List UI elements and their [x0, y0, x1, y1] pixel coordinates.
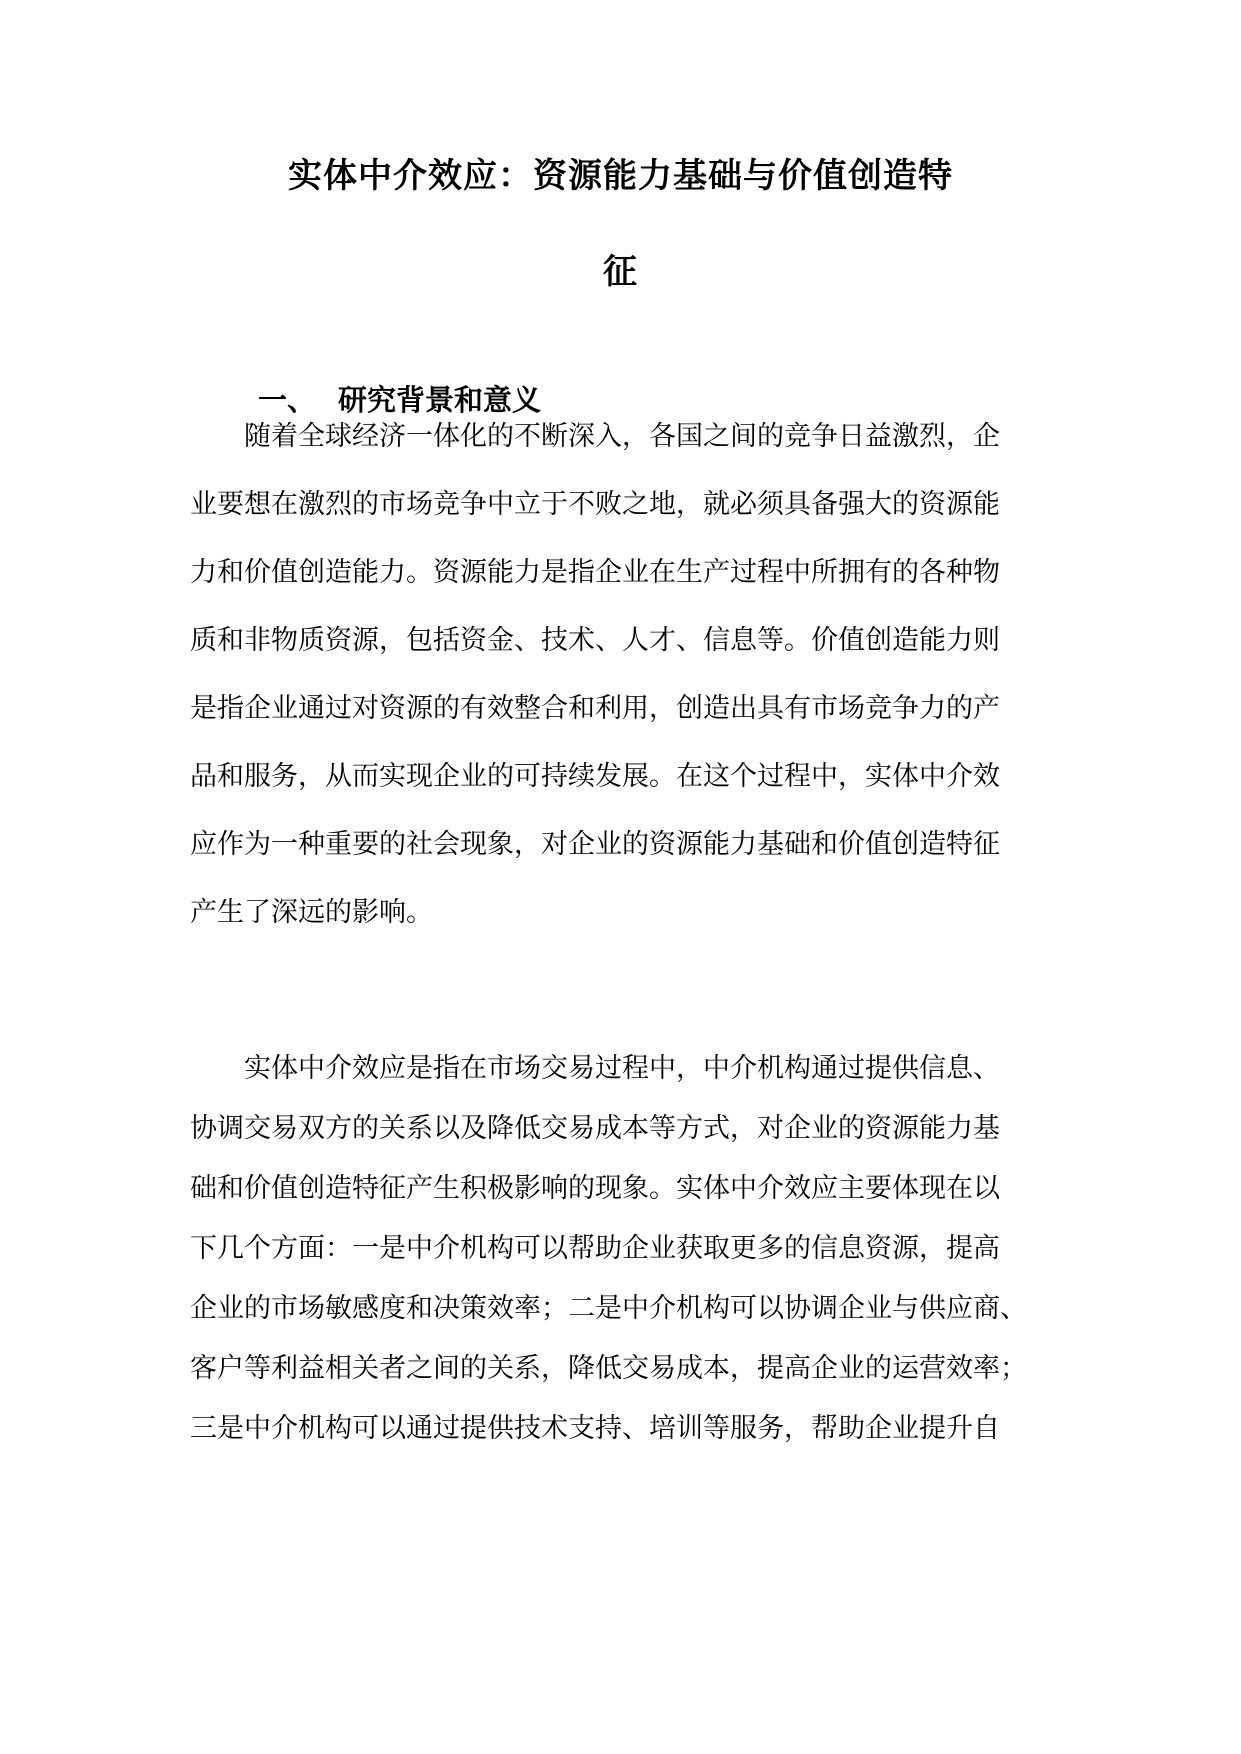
paragraph-2-line-5: 企业的市场敏感度和决策效率；二是中介机构可以协调企业与供应商、	[190, 1293, 1027, 1324]
section-title: 研究背景和意义	[338, 383, 542, 417]
paragraph-2-line-4: 下几个方面：一是中介机构可以帮助企业获取更多的信息资源，提高	[190, 1233, 1000, 1264]
paragraph-2-line-3: 础和价值创造特征产生积极影响的现象。实体中介效应主要体现在以	[190, 1173, 1000, 1204]
paragraph-1-line-2: 业要想在激烈的市场竞争中立于不败之地，就必须具备强大的资源能	[190, 489, 1000, 520]
section-heading	[258, 382, 541, 418]
document-title-line-2: 征	[603, 252, 638, 292]
section-number: 一、	[258, 383, 317, 417]
paragraph-2-line-2: 协调交易双方的关系以及降低交易成本等方式，对企业的资源能力基	[190, 1113, 1000, 1144]
paragraph-1-line-4: 质和非物质资源，包括资金、技术、人才、信息等。价值创造能力则	[190, 625, 1000, 656]
paragraph-2-line-7: 三是中介机构可以通过提供技术支持、培训等服务，帮助企业提升自	[190, 1413, 1000, 1444]
document-title-line-1: 实体中介效应：资源能力基础与价值创造特	[288, 156, 953, 196]
paragraph-1-line-6: 品和服务，从而实现企业的可持续发展。在这个过程中，实体中介效	[190, 761, 1000, 792]
paragraph-1-line-8: 产生了深远的影响。	[190, 897, 433, 928]
paragraph-1-line-3: 力和价值创造能力。资源能力是指企业在生产过程中所拥有的各种物	[190, 557, 1000, 588]
paragraph-1-line-5: 是指企业通过对资源的有效整合和利用，创造出具有市场竞争力的产	[190, 693, 1000, 724]
paragraph-1-line-1: 随着全球经济一体化的不断深入，各国之间的竞争日益激烈，企	[244, 421, 1000, 452]
paragraph-2-line-1: 实体中介效应是指在市场交易过程中，中介机构通过提供信息、	[244, 1053, 1000, 1084]
paragraph-2-line-6: 客户等利益相关者之间的关系，降低交易成本，提高企业的运营效率；	[190, 1353, 1027, 1384]
paragraph-1-line-7: 应作为一种重要的社会现象，对企业的资源能力基础和价值创造特征	[190, 829, 1000, 860]
